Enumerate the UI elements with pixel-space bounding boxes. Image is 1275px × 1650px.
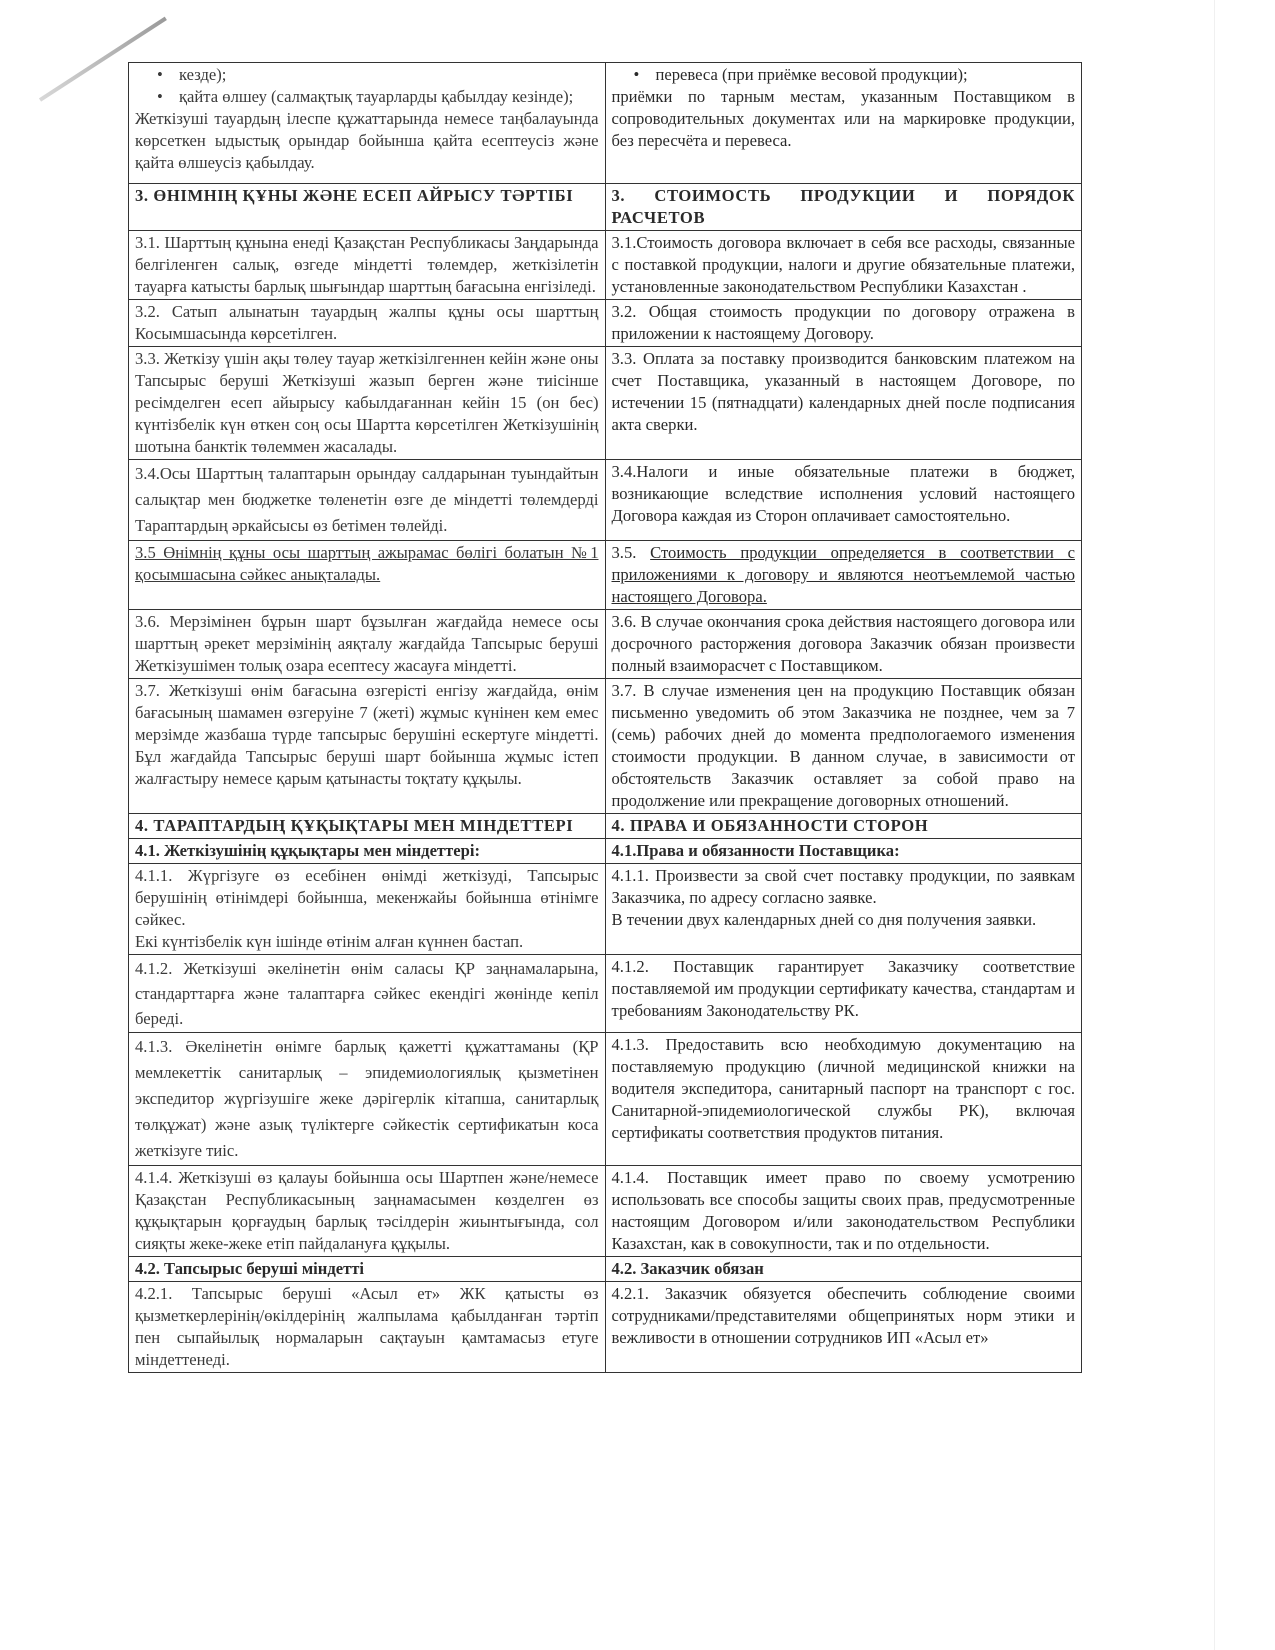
clause-4-1-1-kk [129, 864, 606, 955]
clause-4-1-3-ru: 4.1.3. Предоставить всю необходимую документацию на поставляемую продукцию (личной медицинской книжки на водителя экспедитора, санитарный паспорт на транспорт с гос. Санитарной-эпидемиологической службы РК), включая сертификаты соответствия продуктов питания. [605, 1033, 1082, 1166]
row-3-5 [129, 541, 1082, 610]
clause-4-1-1-kk-a: 4.1.1. Жүргізуге өз есебінен өнімді жеткізуді, Тапсырыс берушінің өтінімдері бойынша, мекенжайы бойынша өтінімге сәйкес. [135, 866, 599, 929]
row-3-6 [129, 610, 1082, 679]
clause-3-4-kk: 3.4.Осы Шарттың талаптарын орындау салдарынан туындайтын салықтар мен бюджетке төленетін өзге де міндетті төлемдерді Тараптардың әркайсысы өз бетімен төлейді. [129, 460, 606, 541]
row-3-4 [129, 460, 1082, 541]
row-4-1-2 [129, 955, 1082, 1033]
clause-3-6-ru: 3.6. В случае окончания срока действия настоящего договора или досрочного расторжения договора Заказчик обязан произвести полный взаиморасчет с Поставщиком. [605, 610, 1082, 679]
section-3-title-ru: 3. СТОИМОСТЬ ПРОДУКЦИИ И ПОРЯДОК РАСЧЕТОВ [605, 184, 1082, 231]
clause-4-1-2-kk: 4.1.2. Жеткізуші әкелінетін өнім саласы ҚР заңнамаларына, стандарттарға және талаптарға сәйкес екендігі жөнінде кепіл береді. [129, 955, 606, 1033]
row-4-1-heading [129, 839, 1082, 864]
clause-4-1-1-ru-a: 4.1.1. Произвести за свой счет поставку продукции, по заявкам Заказчика, по адресу согласно заявке. [611, 866, 1075, 907]
row-3-3 [129, 347, 1082, 460]
clause-3-2-ru: 3.2. Общая стоимость продукции по договору отражена в приложении к настоящему Договору. [605, 300, 1082, 347]
clause-4-1-1-ru [605, 864, 1082, 955]
row-section-3 [129, 184, 1082, 231]
section-4-title-ru: 4. ПРАВА И ОБЯЗАННОСТИ СТОРОН [605, 814, 1082, 839]
clause-4-1-4-ru: 4.1.4. Поставщик имеет право по своему усмотрению использовать все способы защиты своих прав, предусмотренные настоящим Договором и/или законодательством Республики Казахстан, как в совокупности, так и по отдельности. [605, 1166, 1082, 1257]
ru-bullet-item: • перевеса (при приёмке весовой продукции); [612, 64, 1076, 86]
row-4-1-1 [129, 864, 1082, 955]
row-3-2 [129, 300, 1082, 347]
section-4-title-kk: 4. ТАРАПТАРДЫҢ ҚҰҚЫҚТАРЫ МЕН МІНДЕТТЕРІ [129, 814, 606, 839]
row-4-2-1 [129, 1282, 1082, 1373]
section-3-title-kk: 3. ӨНІМНІҢ ҚҰНЫ ЖӘНЕ ЕСЕП АЙРЫСУ ТӘРТІБІ [129, 184, 606, 231]
clause-4-1-2-ru: 4.1.2. Поставщик гарантирует Заказчику соответствие поставляемой им продукции сертификату качества, стандартам и требованиям Законодательству РК. [605, 955, 1082, 1033]
row-3-1 [129, 231, 1082, 300]
row-4-1-3 [129, 1033, 1082, 1166]
clause-3-3-kk: 3.3. Жеткізу үшін ақы төлеу тауар жеткізілгеннен кейін және оны Тапсырыс беруші Жеткізуші жазып берген және тиісінше ресімделген есеп айырысу кабылдағаннан кейін 15 (он бес) күнтізбелік күн өткен соң осы Шартта көрсетілген Жеткізушінің шотына банктік төлеммен жасалады. [129, 347, 606, 460]
subsection-4-2-ru: 4.2. Заказчик обязан [605, 1257, 1082, 1282]
scan-edge [1214, 0, 1215, 1650]
contract-table [128, 62, 1082, 1373]
clause-3-5-kk-text: 3.5 Өнімнің құны осы шарттың ажырамас бөлігі болатын №1 қосымшасына сәйкес анықталады. [135, 543, 599, 584]
clause-3-3-ru: 3.3. Оплата за поставку производится банковским платежом на счет Поставщика, указанный в настоящем Договоре, по истечении 15 (пятнадцати) календарных дней после подписания акта сверки. [605, 347, 1082, 460]
clause-3-2-kk: 3.2. Сатып алынатын тауардың жалпы құны осы шарттың Косымшасында көрсетілген. [129, 300, 606, 347]
clause-3-4-ru: 3.4.Налоги и иные обязательные платежи в бюджет, возникающие вследствие исполнения условий настоящего Договора каждая из Сторон оплачивает самостоятельно. [605, 460, 1082, 541]
clause-4-1-1-kk-b: Екі күнтізбелік күн ішінде өтінім алған күннен бастап. [135, 932, 524, 951]
subsection-4-1-ru: 4.1.Права и обязанности Поставщика: [605, 839, 1082, 864]
row-section-4 [129, 814, 1082, 839]
clause-4-1-3-kk: 4.1.3. Әкелінетін өнімге барлық қажетті құжаттаманы (ҚР мемлекеттік санитарлық – эпидемиологиялық қызметінен экспедитор жүргізушіге жеке дәрігерлік кітапша, санитарлық төлқұжат) және азық түліктерге сәйкестік сертификатын коса жеткізуге тиіс. [129, 1033, 606, 1166]
kk-text: Жеткізуші тауардың ілеспе құжаттарында немесе таңбалауында көрсеткен ыдыстық орындар бойынша қайта есептеусіз және қайта өлшеусіз қабылдау. [135, 109, 599, 172]
clause-4-1-1-ru-b: В течении двух календарных дней со дня получения заявки. [611, 910, 1037, 929]
subsection-4-1-kk: 4.1. Жеткізушінің құқықтары мен міндеттері: [129, 839, 606, 864]
cell-ru [605, 63, 1082, 184]
kk-bullet-item: • қайта өлшеу (салмақтық тауарларды қабылдау кезінде); [135, 86, 599, 108]
kk-line: • кезде); [135, 64, 599, 86]
clause-3-5-kk [129, 541, 606, 610]
clause-3-1-kk: 3.1. Шарттың құнына енеді Қазақстан Республикасы Заңдарында белгіленген салық, өзгеде міндетті төлемдер, жеткізілетін тауарға катысты барлық шығындар шарттың бағасына енгізіледі. [129, 231, 606, 300]
subsection-4-2-kk: 4.2. Тапсырыс беруші міндетті [129, 1257, 606, 1282]
row-acceptance [129, 63, 1082, 184]
ru-text: приёмки по тарным местам, указанным Поставщиком в сопроводительных документах или на маркировке продукции, без пересчёта и перевеса. [611, 87, 1075, 150]
clause-3-1-ru: 3.1.Стоимость договора включает в себя все расходы, связанные с поставкой продукции, налоги и другие обязательные платежи, установленные законодательством Республики Казахстан . [605, 231, 1082, 300]
clause-3-5-ru-num: 3.5. [611, 543, 637, 562]
clause-4-1-4-kk: 4.1.4. Жеткізуші өз қалауы бойынша осы Шартпен және/немесе Қазақстан Республикасының заңнамасымен көзделген өз құқықтарын қорғаудың барлық тәсілдерін жиынтығында, сол сияқты жеке-жеке етіп пайдалануға құқылы. [129, 1166, 606, 1257]
row-4-2-heading [129, 1257, 1082, 1282]
clause-4-2-1-ru: 4.2.1. Заказчик обязуется обеспечить соблюдение своими сотрудниками/представителями общепринятых норм этики и вежливости в отношении сотрудников ИП «Асыл ет» [605, 1282, 1082, 1373]
row-3-7 [129, 679, 1082, 814]
cell-kk [129, 63, 606, 184]
clause-3-7-kk: 3.7. Жеткізуші өнім бағасына өзгерісті енгізу жағдайда, өнім бағасының шамамен өзгеруіне 7 (жеті) жұмыс күнінен кем емес мерзімде жазбаша түрде тапсырыс берушіні ескертуге міндетті. Бұл жағдайда Тапсырыс беруші шарт бойынша жұмыс істеп жалғастыру немесе қарым қатынасты тоқтату құқылы. [129, 679, 606, 814]
clause-4-2-1-kk: 4.2.1. Тапсырыс беруші «Асыл ет» ЖК қатысты өз қызметкерлерінің/өкілдерінің жалпылама қабылданған тәртіп пен сыпайылық нормаларын сақтауын қамтамасыз етуге міндеттенеді. [129, 1282, 606, 1373]
clause-3-5-ru-text: Стоимость продукции определяется в соответствии с приложениями к договору и являются неотъемлемой частью настоящего Договора. [611, 543, 1075, 606]
row-4-1-4 [129, 1166, 1082, 1257]
clause-3-6-kk: 3.6. Мерзімінен бұрын шарт бұзылған жағдайда немесе осы шарттың әрекет мерзімінің аяқталу жағдайда Тапсырыс беруші Жеткізушімен толық озара есептесу жасауға міндетті. [129, 610, 606, 679]
clause-3-7-ru: 3.7. В случае изменения цен на продукцию Поставщик обязан письменно уведомить об этом Заказчика не позднее, чем за 7 (семь) рабочих дней до момента предпологаемого изменения стоимости продукции. В данном случае, в зависимости от обстоятельств Заказчик оставляет за собой право на продолжение или прекращение договорных отношений. [605, 679, 1082, 814]
clause-3-5-ru [605, 541, 1082, 610]
